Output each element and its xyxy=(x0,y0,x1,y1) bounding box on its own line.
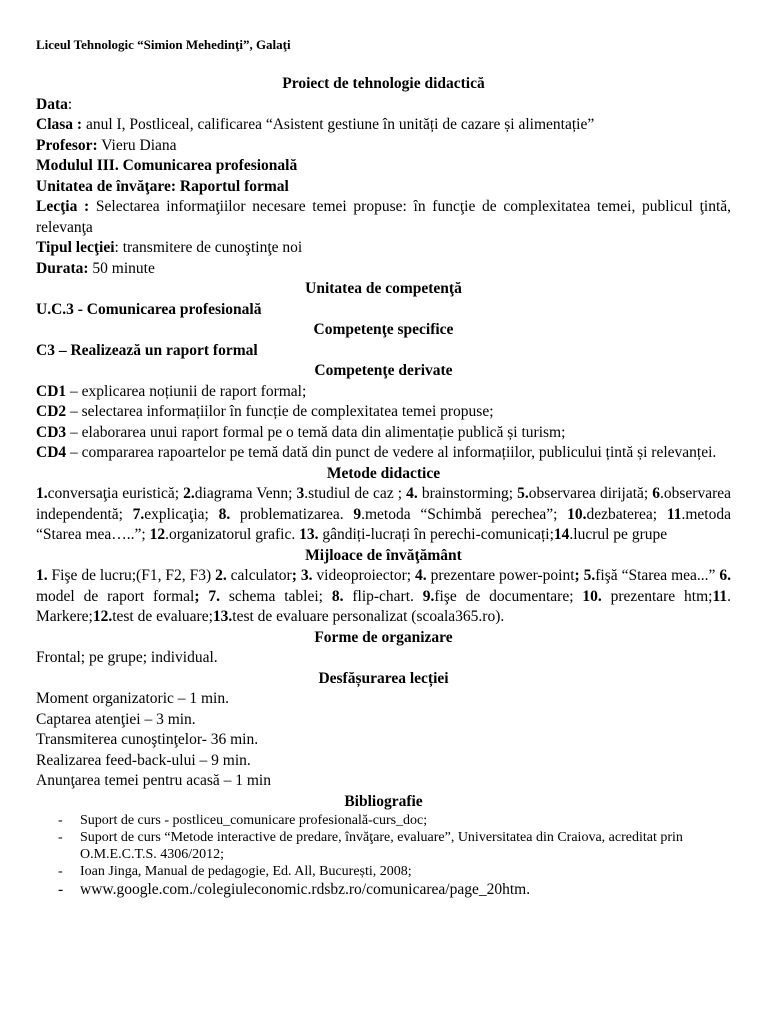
competenta-text: – selectarea informațiilor în funcție de complexitatea temei propuse; xyxy=(66,403,494,420)
mijloc-text: fişă “Starea mea...” xyxy=(595,567,720,584)
mijloc-number: ; 5. xyxy=(574,567,596,584)
mijloc-number: 8. xyxy=(331,587,344,605)
mijloc-text: Fişe de lucru;(F1, F2, F3) xyxy=(47,567,216,584)
lectia-label: Lecţia : xyxy=(36,198,90,215)
profesor-value: Vieru Diana xyxy=(97,136,177,154)
heading-desfasurare: Desfășurarea lecției xyxy=(318,669,449,687)
durata-label: Durata: xyxy=(36,259,89,277)
metoda-text: .lucrul pe grupe xyxy=(569,526,668,543)
modul-line xyxy=(36,156,731,177)
metoda-text: dezbaterea; xyxy=(586,505,667,523)
forme-text: Frontal; pe grupe; individual. xyxy=(36,649,218,666)
competenta-text: – explicarea noțiunii de raport formal; xyxy=(66,382,307,400)
lectia-value: Selectarea informaţiilor necesare temei propuse: în funcţie de complexitatea temei, publicul ţintă, relevanţa xyxy=(36,198,732,236)
bibliografie-item: - Suport de curs “Metode interactive de predare, învăţare, evaluare”, Universitatea din Craiova, acreditat prin O.M.E.C.T.S. 4306/2012; xyxy=(58,829,731,863)
bibliografie-item: - Ioan Jinga, Manual de pedagogie, Ed. All, București, 2008; xyxy=(58,863,731,880)
metoda-text: explicaţia; xyxy=(144,505,219,523)
tipul-label: Tipul lecţiei xyxy=(36,239,115,256)
metoda-number: 2. xyxy=(183,485,195,502)
school-name: Liceul Tehnologic “Simion Mehedinţi”, Galaţi xyxy=(36,37,291,52)
metoda-number: 1. xyxy=(36,485,48,502)
metoda-number: 7. xyxy=(132,505,145,523)
bibliografie-item: - www.google.com./colegiuleconomic.rdsbz.ro/comunicarea/page_20htm. xyxy=(58,880,731,899)
competenta-code: CD1 xyxy=(36,382,67,400)
metoda-text: observarea dirijată; xyxy=(528,485,653,502)
metoda-text: diagrama Venn; xyxy=(194,485,297,502)
metoda-number: 10. xyxy=(567,505,587,523)
c3-line xyxy=(36,341,731,362)
competenta-derivata-item xyxy=(36,423,731,444)
metoda-text: .metoda “Schimbă perechea”; xyxy=(361,505,568,523)
mijloc-number: 10. xyxy=(582,587,602,605)
etapa-item: Moment organizatoric – 1 min. xyxy=(36,690,229,707)
heading-bibliografie: Bibliografie xyxy=(344,792,423,810)
mijloc-number: 12. xyxy=(92,608,113,625)
data-value: : xyxy=(67,95,73,113)
mijloc-text: flip-chart. xyxy=(343,587,423,605)
competenta-code: CD2 xyxy=(36,403,67,420)
metoda-text: gândiți-lucrați în perechi-comunicați; xyxy=(318,526,554,543)
competenta-text: – compararea rapoartelor pe temă dată din punct de vedere al informațiilor, publicului țintă și relevanței. xyxy=(66,444,717,461)
metoda-number: 11 xyxy=(666,505,682,523)
data-line xyxy=(36,95,731,116)
lectia-line xyxy=(36,197,731,238)
metoda-number: 5. xyxy=(517,485,529,502)
heading-metode-didactice: Metode didactice xyxy=(326,464,441,482)
metoda-text: .metoda “Starea mea…..”; xyxy=(36,505,731,543)
unitate-text: Unitatea de învăţare: Raportul formal xyxy=(36,177,289,195)
etapa-item: Anunţarea temei pentru acasă – 1 min xyxy=(36,772,271,789)
mijloc-text: fişe de documentare; xyxy=(434,587,583,605)
bibliografie-item: - Suport de curs - postliceu_comunicare profesională-curs_doc; xyxy=(58,812,731,829)
mijloc-number: 1. xyxy=(36,567,48,584)
tipul-value: : transmitere de cunoştinţe noi xyxy=(114,239,303,256)
heading-competente-derivate: Competenţe derivate xyxy=(314,362,453,379)
mijloc-number: ; 3. xyxy=(291,567,313,584)
metoda-number: 14 xyxy=(553,526,570,543)
metoda-text: .organizatorul grafic. xyxy=(165,526,300,543)
mijloc-number: 13. xyxy=(212,608,233,625)
metoda-number: 12 xyxy=(149,526,166,543)
mijloc-text: schema tablei; xyxy=(220,587,332,605)
mijloc-text: prezentare power-point xyxy=(426,567,575,584)
metoda-number: 3 xyxy=(296,485,305,502)
metode-paragraph xyxy=(36,484,731,546)
metoda-text: .studiul de caz ; xyxy=(304,485,407,502)
heading-mijloace: Mijloace de învăţământ xyxy=(305,546,462,564)
competenta-derivata-item xyxy=(36,443,731,464)
clasa-value: anul I, Postliceal, calificarea “Asistent gestiune în unități de cazare și alimentație” xyxy=(82,116,595,133)
c3-text: C3 – Realizează un raport formal xyxy=(36,341,258,359)
profesor-label: Profesor: xyxy=(36,136,98,154)
metoda-number: 13. xyxy=(299,526,319,543)
tipul-line xyxy=(36,238,731,259)
metoda-number: 4. xyxy=(406,485,418,502)
profesor-line xyxy=(36,136,731,157)
competenta-code: CD4 xyxy=(36,444,67,461)
competenta-code: CD3 xyxy=(36,423,67,441)
metoda-text: conversaţia euristică; xyxy=(47,485,184,502)
mijloc-text: prezentare htm; xyxy=(601,587,713,605)
uc3-line xyxy=(36,300,731,321)
competenta-derivata-item xyxy=(36,402,731,423)
metoda-number: 9 xyxy=(353,505,362,523)
etapa-item: Captarea atenţiei – 3 min. xyxy=(36,710,196,728)
heading-competente-specifice: Competenţe specifice xyxy=(313,321,454,338)
data-label: Data xyxy=(36,95,68,113)
metoda-text: problematizarea. xyxy=(230,505,354,523)
clasa-label: Clasa : xyxy=(36,116,83,133)
etape-list xyxy=(36,689,731,792)
mijloc-text: calculator xyxy=(226,567,292,584)
mijloc-text: test de evaluare personalizat (scoala365.ro). xyxy=(232,608,505,625)
durata-line xyxy=(36,259,731,280)
document-title: Proiect de tehnologie didactică xyxy=(282,75,485,92)
metoda-text: .observarea independentă; xyxy=(36,485,732,523)
etapa-item: Realizarea feed-back-ului – 9 min. xyxy=(36,751,251,769)
mijloc-number: 9. xyxy=(422,587,435,605)
modul-text: Modulul III. Comunicarea profesională xyxy=(36,157,298,174)
metoda-number: 6 xyxy=(652,485,661,502)
unitate-line xyxy=(36,177,731,198)
mijloc-text: test de evaluare; xyxy=(112,608,213,625)
mijloc-number: 6. xyxy=(719,567,731,584)
mijloc-text: . Markere; xyxy=(36,587,731,625)
durata-value: 50 minute xyxy=(88,259,155,277)
mijloc-number: ; 7. xyxy=(194,587,220,605)
mijloc-text: videoproiector; xyxy=(312,567,416,584)
uc3-text: U.C.3 - Comunicarea profesională xyxy=(36,300,262,318)
competente-derivate-list xyxy=(36,382,731,464)
mijloace-paragraph xyxy=(36,566,731,628)
heading-unitate-competenta: Unitatea de competenţă xyxy=(305,280,462,297)
mijloc-text: model de raport formal xyxy=(36,587,195,605)
competenta-derivata-item xyxy=(36,382,731,403)
heading-forme-organizare: Forme de organizare xyxy=(314,628,453,646)
bibliografie-list xyxy=(36,812,731,899)
etapa-item: Transmiterea cunoştinţelor- 36 min. xyxy=(36,731,259,748)
mijloc-number: 11 xyxy=(712,587,728,605)
mijloc-number: 2. xyxy=(215,567,227,584)
metoda-number: 8. xyxy=(218,505,231,523)
competenta-text: – elaborarea unui raport formal pe o temă data din alimentație publică și turism; xyxy=(66,423,566,441)
metoda-text: brainstorming; xyxy=(417,485,518,502)
mijloc-number: 4. xyxy=(415,567,427,584)
clasa-line xyxy=(36,115,731,136)
